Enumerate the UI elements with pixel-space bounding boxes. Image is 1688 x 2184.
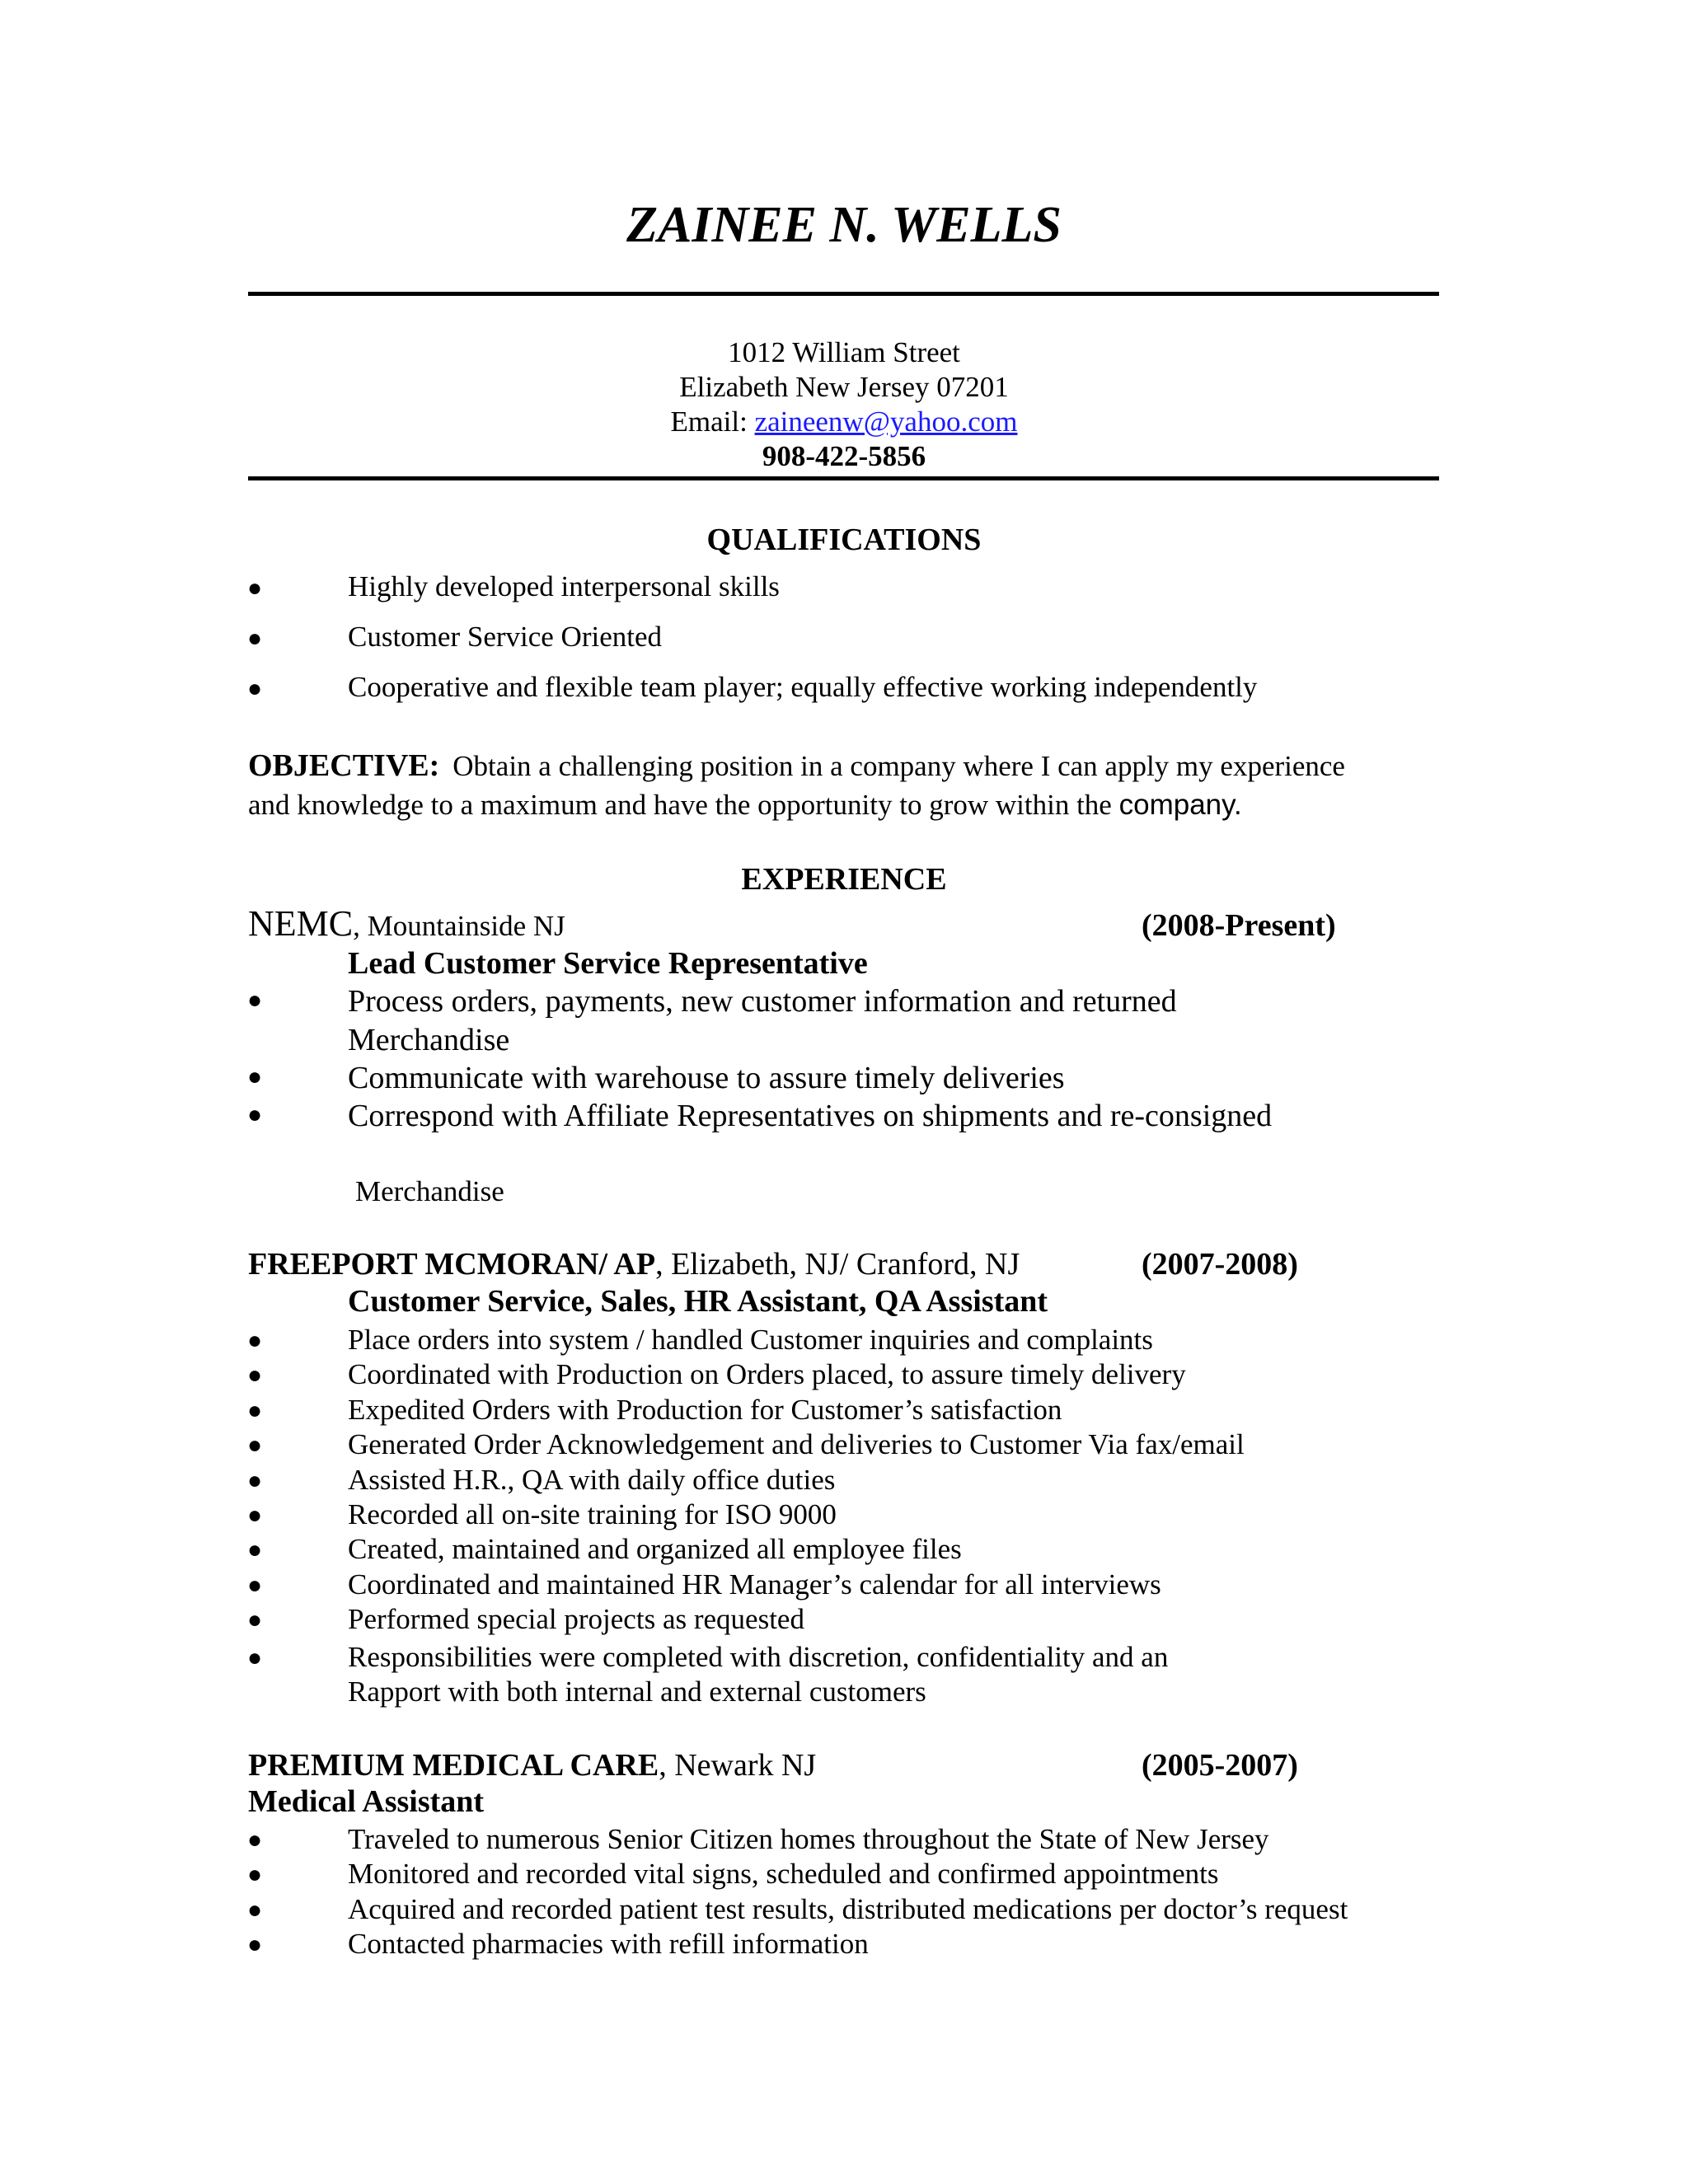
- header-divider-top: [248, 292, 1439, 296]
- email-line: [0, 405, 1688, 438]
- job-bullet: Communicate with warehouse to assure timely deliveries: [348, 1061, 1065, 1095]
- job-header-nemc: [248, 902, 565, 944]
- header-divider-bottom: [248, 476, 1439, 480]
- objective-text: Obtain a challenging position in a company where I can apply my experience: [452, 750, 1345, 782]
- job-bullet-continuation: Merchandise: [348, 1023, 510, 1057]
- bullet-icon: ●: [247, 1931, 263, 1958]
- job-bullet: Expedited Orders with Production for Customer’s satisfaction: [348, 1394, 1062, 1426]
- job-title: Medical Assistant: [248, 1784, 485, 1819]
- bullet-icon: ●: [247, 1536, 263, 1563]
- company-location: , Newark NJ: [659, 1748, 817, 1783]
- job-bullet: Traveled to numerous Senior Citizen homes throughout the State of New Jersey: [348, 1823, 1269, 1855]
- company-name: PREMIUM MEDICAL CARE: [248, 1748, 659, 1783]
- company-location: , Mountainside NJ: [353, 910, 565, 942]
- bullet-icon: ●: [247, 574, 263, 602]
- job-bullet: Process orders, payments, new customer information and returned: [348, 984, 1177, 1019]
- phone-number: 908-422-5856: [762, 440, 926, 472]
- job-header-freeport: [248, 1246, 1020, 1282]
- job-dates: (2007-2008): [1142, 1247, 1298, 1282]
- job-bullet-continuation: Rapport with both internal and external customers: [348, 1675, 926, 1708]
- resume-name: ZAINEE N. WELLS: [626, 197, 1062, 253]
- job-bullet: Created, maintained and organized all employee files: [348, 1533, 962, 1565]
- objective-text-end: company.: [1118, 789, 1242, 821]
- bullet-icon: ●: [247, 625, 263, 652]
- job-bullet: Generated Order Acknowledgement and deliveries to Customer Via fax/email: [348, 1428, 1245, 1460]
- bullet-icon: ●: [247, 1572, 263, 1599]
- job-header-premium-medical: [248, 1747, 816, 1783]
- job-bullet: Recorded all on-site training for ISO 9000: [348, 1498, 837, 1530]
- company-name: FREEPORT MCMORAN/ AP: [248, 1247, 656, 1282]
- job-dates: (2008-Present): [1142, 908, 1336, 943]
- qualification-item: Customer Service Oriented: [348, 621, 663, 653]
- job-bullet: Place orders into system / handled Customer inquiries and complaints: [348, 1324, 1153, 1356]
- bullet-icon: ●: [247, 1502, 263, 1529]
- job-title: Customer Service, Sales, HR Assistant, QA Assistant: [348, 1284, 1048, 1319]
- job-title: Lead Customer Service Representative: [348, 946, 868, 981]
- job-bullet: Acquired and recorded patient test results, distributed medications per doctor’s request: [348, 1893, 1348, 1925]
- company-name: NEMC: [248, 903, 354, 944]
- job-bullet: Coordinated and maintained HR Manager’s calendar for all interviews: [348, 1568, 1161, 1601]
- job-bullet: Monitored and recorded vital signs, scheduled and confirmed appointments: [348, 1858, 1219, 1890]
- objective-text: and knowledge to a maximum and have the opportunity to grow within the: [248, 789, 1119, 821]
- bullet-icon: ●: [247, 1432, 263, 1459]
- objective-label: OBJECTIVE:: [248, 748, 440, 783]
- objective-line-2: [248, 789, 1242, 822]
- email-link[interactable]: zaineenw@yahoo.com: [754, 405, 1018, 438]
- bullet-icon: ●: [247, 1361, 263, 1389]
- bullet-icon: ●: [247, 1606, 263, 1633]
- bullet-icon: ●: [247, 1861, 263, 1888]
- job-bullet: Contacted pharmacies with refill information: [348, 1928, 869, 1960]
- job-dates: (2005-2007): [1142, 1748, 1298, 1783]
- job-bullet-continuation: Merchandise: [355, 1175, 504, 1207]
- bullet-icon: ●: [247, 1397, 263, 1424]
- qualification-item: Cooperative and flexible team player; equally effective working independently: [348, 671, 1258, 703]
- bullet-icon: ●: [247, 675, 263, 702]
- company-location: , Elizabeth, NJ/ Cranford, NJ: [655, 1247, 1020, 1282]
- qualifications-heading: QUALIFICATIONS: [706, 523, 982, 557]
- bullet-icon: ●: [247, 1327, 263, 1354]
- bullet-icon: ●: [247, 1896, 263, 1924]
- address-line-1: 1012 William Street: [728, 336, 960, 368]
- bullet-icon: ●: [247, 1826, 263, 1854]
- job-bullet: Correspond with Affiliate Representatives on shipments and re-consigned: [348, 1099, 1273, 1133]
- email-label: Email:: [670, 405, 755, 438]
- qualification-item: Highly developed interpersonal skills: [348, 570, 780, 602]
- bullet-icon: ●: [247, 1063, 263, 1090]
- job-bullet: Coordinated with Production on Orders placed, to assure timely delivery: [348, 1358, 1186, 1390]
- bullet-icon: ●: [247, 987, 263, 1014]
- experience-heading: EXPERIENCE: [741, 862, 947, 897]
- job-bullet: Assisted H.R., QA with daily office duties: [348, 1464, 836, 1496]
- objective-line-1: [248, 748, 1345, 784]
- job-bullet: Responsibilities were completed with discretion, confidentiality and an: [348, 1641, 1169, 1673]
- bullet-icon: ●: [247, 1467, 263, 1494]
- address-line-2: Elizabeth New Jersey 07201: [679, 371, 1009, 403]
- bullet-icon: ●: [247, 1101, 263, 1128]
- job-bullet: Performed special projects as requested: [348, 1603, 804, 1635]
- bullet-icon: ●: [247, 1644, 263, 1671]
